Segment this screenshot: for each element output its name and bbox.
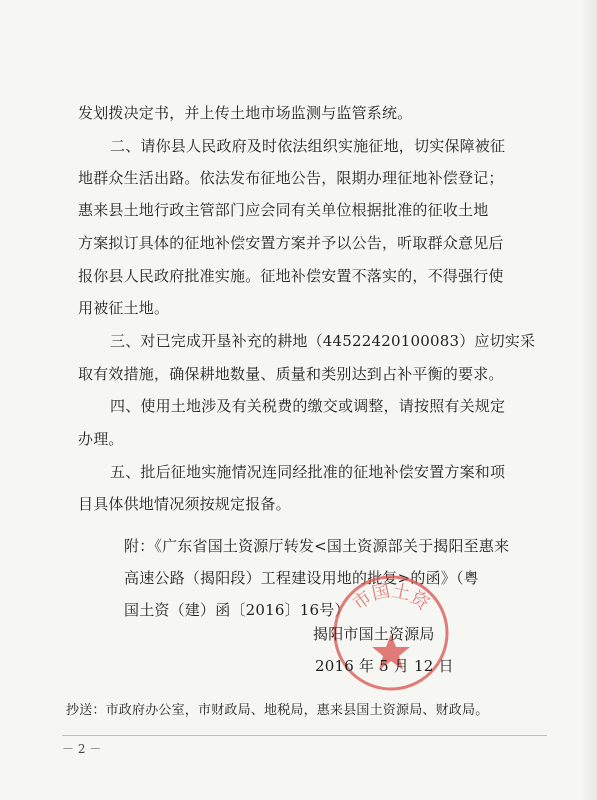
body-line-11: 办理。 — [78, 430, 124, 448]
issue-date: 2016 年 5 月 12 日 — [315, 657, 454, 675]
bottom-divider — [62, 735, 547, 736]
attachment-line-3: 国土资（建）函〔2016〕16号） — [124, 601, 350, 619]
body-line-7: 用被征土地。 — [78, 299, 170, 317]
paper-edge-shadow — [581, 0, 597, 800]
body-line-13: 目具体供地情况须按规定报备。 — [78, 495, 291, 513]
page-number: － 2 － — [62, 742, 102, 756]
attachment-line-2: 高速公路（揭阳段）工程建设用地的批复>的函》（粤 — [124, 569, 479, 587]
body-line-4: 惠来县土地行政主管部门应会同有关单位根据批准的征收土地 — [78, 201, 489, 219]
body-line-12: 五、批后征地实施情况连同经批准的征地补偿安置方案和项 — [110, 463, 506, 481]
seal-text: 市国土资 — [349, 580, 433, 615]
body-line-1: 发划拨决定书，并上传土地市场监测与监管系统。 — [78, 104, 413, 122]
cc-line: 抄送：市政府办公室，市财政局、地税局，惠来县国土资源局、财政局。 — [66, 703, 489, 718]
body-line-5: 方案拟订具体的征地补偿安置方案并予以公告，听取群众意见后 — [78, 234, 504, 252]
attachment-line-1: 附：《广东省国土资源厅转发<国土资源部关于揭阳至惠来 — [124, 537, 510, 555]
body-line-6: 报你县人民政府批准实施。征地补偿安置不落实的，不得强行使 — [78, 267, 504, 285]
body-line-8: 三、对已完成开垦补充的耕地（44522420100083）应切实采 — [110, 332, 536, 350]
body-line-10: 四、使用土地涉及有关税费的缴交或调整，请按照有关规定 — [110, 397, 506, 415]
body-line-9: 取有效措施，确保耕地数量、质量和类别达到占补平衡的要求。 — [78, 365, 504, 383]
body-line-3: 地群众生活出路。依法发布征地公告，限期办理征地补偿登记； — [78, 169, 504, 187]
issuer-name: 揭阳市国土资源局 — [313, 625, 435, 643]
body-line-2: 二、请你县人民政府及时依法组织实施征地，切实保障被征 — [110, 137, 506, 155]
